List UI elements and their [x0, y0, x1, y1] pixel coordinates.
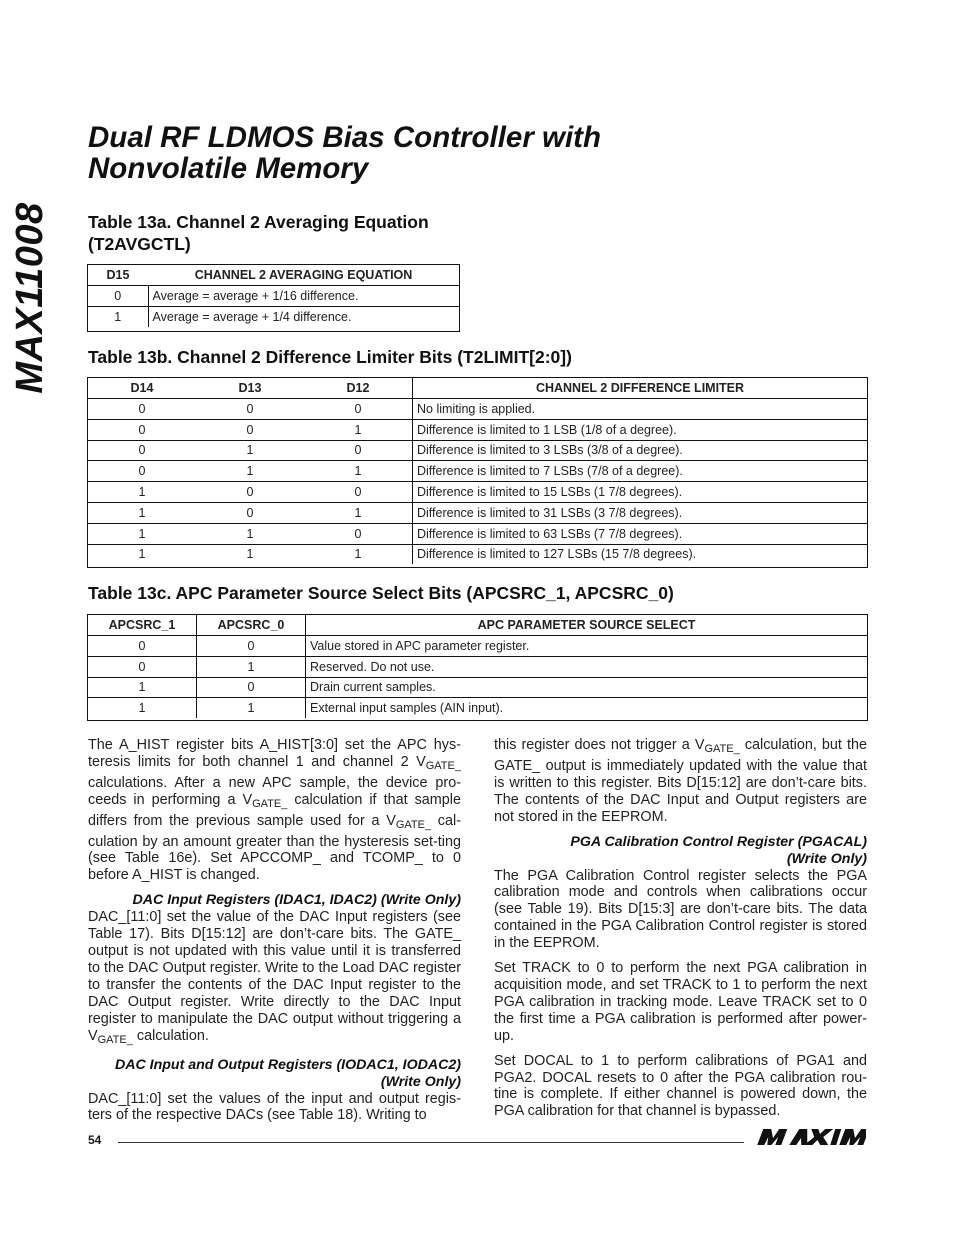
table-cell: Average = average + 1/4 difference. [148, 306, 459, 326]
table-cell: External input samples (AIN input). [306, 698, 868, 718]
table-header-cell: APC PARAMETER SOURCE SELECT [306, 615, 868, 636]
table-cell: 0 [88, 656, 197, 677]
paragraph-dac-io: DAC_[11:0] set the values of the input and output regis-ters of the respective DACs (see Table 18). Writing to [88, 1090, 461, 1124]
table-cell: No limiting is applied. [413, 399, 868, 420]
table-header-cell: D14 [88, 378, 196, 399]
table-header-row [88, 265, 459, 286]
table-row [88, 419, 867, 440]
table-header-cell: D12 [304, 378, 413, 399]
paragraph-pga-calibration: The PGA Calibration Control register selects the PGA calibration mode and controls when calibrations occur (see Table 19). Bits D[15:3] are don’t-care bits. The data contained in the PGA Calibration Control register is stored in the EEPROM. [494, 867, 867, 952]
footer-rule [118, 1142, 744, 1143]
table-cell: Difference is limited to 7 LSBs (7/8 of a degree). [413, 461, 868, 482]
table-row [88, 461, 867, 482]
paragraph-docal: Set DOCAL to 1 to perform calibrations of PGA1 and PGA2. DOCAL resets to 0 after the PGA calibration rou-tine is complete. If either channel is powered down, the PGA calibration for that channel is bypassed. [494, 1052, 867, 1120]
table-cell: Value stored in APC parameter register. [306, 636, 868, 657]
document-title-line-1: Dual RF LDMOS Bias Controller with [88, 121, 601, 154]
table-row [88, 544, 867, 564]
table-cell: Difference is limited to 63 LSBs (7 7/8 degrees). [413, 523, 868, 544]
table-cell: 1 [196, 440, 304, 461]
table-cell: Difference is limited to 31 LSBs (3 7/8 degrees). [413, 502, 868, 523]
table-cell: 0 [304, 399, 413, 420]
table-13b [88, 378, 867, 564]
table-cell: 1 [246, 547, 254, 562]
table-header-cell: CHANNEL 2 AVERAGING EQUATION [148, 265, 459, 286]
table-cell: Difference is limited to 127 LSBs (15 7/8 degrees). [413, 544, 868, 564]
table-cell: 0 [197, 677, 306, 698]
table-cell: Average = average + 1/16 difference. [148, 286, 459, 307]
table-cell: 1 [88, 523, 196, 544]
table-row [88, 636, 867, 657]
table-cell: 1 [354, 547, 362, 562]
table-cell: 0 [197, 636, 306, 657]
table-row [88, 677, 867, 698]
table-row [88, 523, 867, 544]
table-cell: 0 [88, 419, 196, 440]
table-row [88, 306, 459, 326]
table-cell: 0 [304, 440, 413, 461]
paragraph-hysteresis: The A_HIST register bits A_HIST[3:0] set the APC hys-teresis limits for both channel 1 and channel 2 $V_{GATE\_}$ calculations. After a new APC sample, the device pro-ceeds in performing a $V_{GATE\_}$ calculation if that sample differs from the previous sample used for a $V_{GATE\_}$ cal-culation by an amount greater than the hysteresis set-ting (see Table 16e). Set APCCOMP_ and TCOMP_ to 0 before A_HIST is changed. [88, 737, 461, 884]
table-cell: 1 [197, 656, 306, 677]
table-cell: 0 [88, 461, 196, 482]
table-13c [88, 615, 867, 718]
table-cell: 1 [304, 419, 413, 440]
paragraph-dac-io-continued: this register does not trigger a $V_{GATE\_}$ calculation, but the GATE_ output is immediately updated with the value that is written to this register. Bits D[15:12] are don’t-care bits. The contents of the DAC Input and Output registers are not stored in the EEPROM. [494, 737, 867, 825]
table-cell: 1 [114, 309, 122, 324]
table-cell: Reserved. Do not use. [306, 656, 868, 677]
table-header-cell: APCSRC_0 [197, 615, 306, 636]
subheading-dac-input-registers: DAC Input Registers (IDAC1, IDAC2) (Write Only) [132, 892, 461, 909]
page-number: 54 [88, 1133, 102, 1147]
table-cell: Difference is limited to 15 LSBs (1 7/8 degrees). [413, 482, 868, 503]
table-cell: 1 [304, 502, 413, 523]
table-cell: 1 [197, 698, 306, 718]
table-row [88, 482, 867, 503]
table-cell: 1 [196, 461, 304, 482]
table-13a-title [88, 211, 508, 255]
table-13c-title: Table 13c. APC Parameter Source Select Bits (APCSRC_1, APCSRC_0) [88, 583, 674, 603]
right-text-column [494, 737, 867, 1128]
table-cell: Drain current samples. [306, 677, 868, 698]
table-row [88, 502, 867, 523]
table-cell: 1 [138, 701, 146, 716]
table-row [88, 698, 867, 718]
document-title [88, 122, 848, 184]
table-cell: 1 [88, 482, 196, 503]
table-header-row [88, 615, 867, 636]
table-header-cell: D13 [196, 378, 304, 399]
table-row [88, 440, 867, 461]
part-number-side-label: MAX11008 [9, 202, 51, 394]
table-header-row [88, 378, 867, 399]
table-cell: 0 [88, 399, 196, 420]
document-title-line-2: Nonvolatile Memory [88, 152, 369, 185]
table-cell: Difference is limited to 3 LSBs (3/8 of a degree). [413, 440, 868, 461]
table-cell: 1 [304, 461, 413, 482]
table-cell: 0 [88, 636, 197, 657]
table-cell: 1 [196, 523, 304, 544]
table-header-cell: APCSRC_1 [88, 615, 197, 636]
table-header-cell: CHANNEL 2 DIFFERENCE LIMITER [413, 378, 868, 399]
table-cell: 1 [138, 547, 146, 562]
left-text-column [88, 737, 461, 1132]
subheading-pga-calibration: PGA Calibration Control Register (PGACAL) (Write Only) [570, 833, 867, 867]
table-row [88, 286, 459, 307]
table-cell: 0 [196, 502, 304, 523]
table-cell: 0 [88, 286, 148, 307]
paragraph-track: Set TRACK to 0 to perform the next PGA calibration in acquisition mode, and set TRACK to 1 to perform the next PGA calibration in tracking mode. Leave TRACK set to 0 the first time a PGA calibration is performed after power-up. [494, 960, 867, 1044]
table-13a-title-line-2: (T2AVGCTL) [88, 234, 191, 254]
table-cell: 0 [304, 523, 413, 544]
table-cell: 0 [88, 440, 196, 461]
table-row [88, 399, 867, 420]
subheading-dac-input-output-registers: DAC Input and Output Registers (IODAC1, IODAC2) (Write Only) [114, 1056, 461, 1090]
table-cell: 0 [196, 482, 304, 503]
maxim-logo [754, 1126, 866, 1153]
paragraph-dac-input: DAC_[11:0] set the value of the DAC Input registers (see Table 17). Bits D[15:12] are don’t-care bits. The GATE_ output is not updated with this value until it is transferred to the DAC Output register. Write to the Load DAC register to transfer the contents of the DAC Input register to the DAC Output register. Write directly to the DAC Input register to manipulate the DAC output without triggering a $V_{GATE\_}$ calculation. [88, 909, 461, 1046]
table-13b-title: Table 13b. Channel 2 Difference Limiter Bits (T2LIMIT[2:0]) [88, 347, 572, 367]
maxim-logo-mark [754, 1126, 866, 1148]
table-cell: 0 [196, 399, 304, 420]
table-cell: 1 [88, 502, 196, 523]
table-cell: 1 [88, 677, 197, 698]
table-cell: Difference is limited to 1 LSB (1/8 of a degree). [413, 419, 868, 440]
table-header-cell: D15 [88, 265, 148, 286]
table-row [88, 656, 867, 677]
table-cell: 0 [196, 419, 304, 440]
table-13a [88, 265, 459, 327]
table-13a-title-line-1: Table 13a. Channel 2 Averaging Equation [88, 212, 429, 232]
table-cell: 0 [304, 482, 413, 503]
